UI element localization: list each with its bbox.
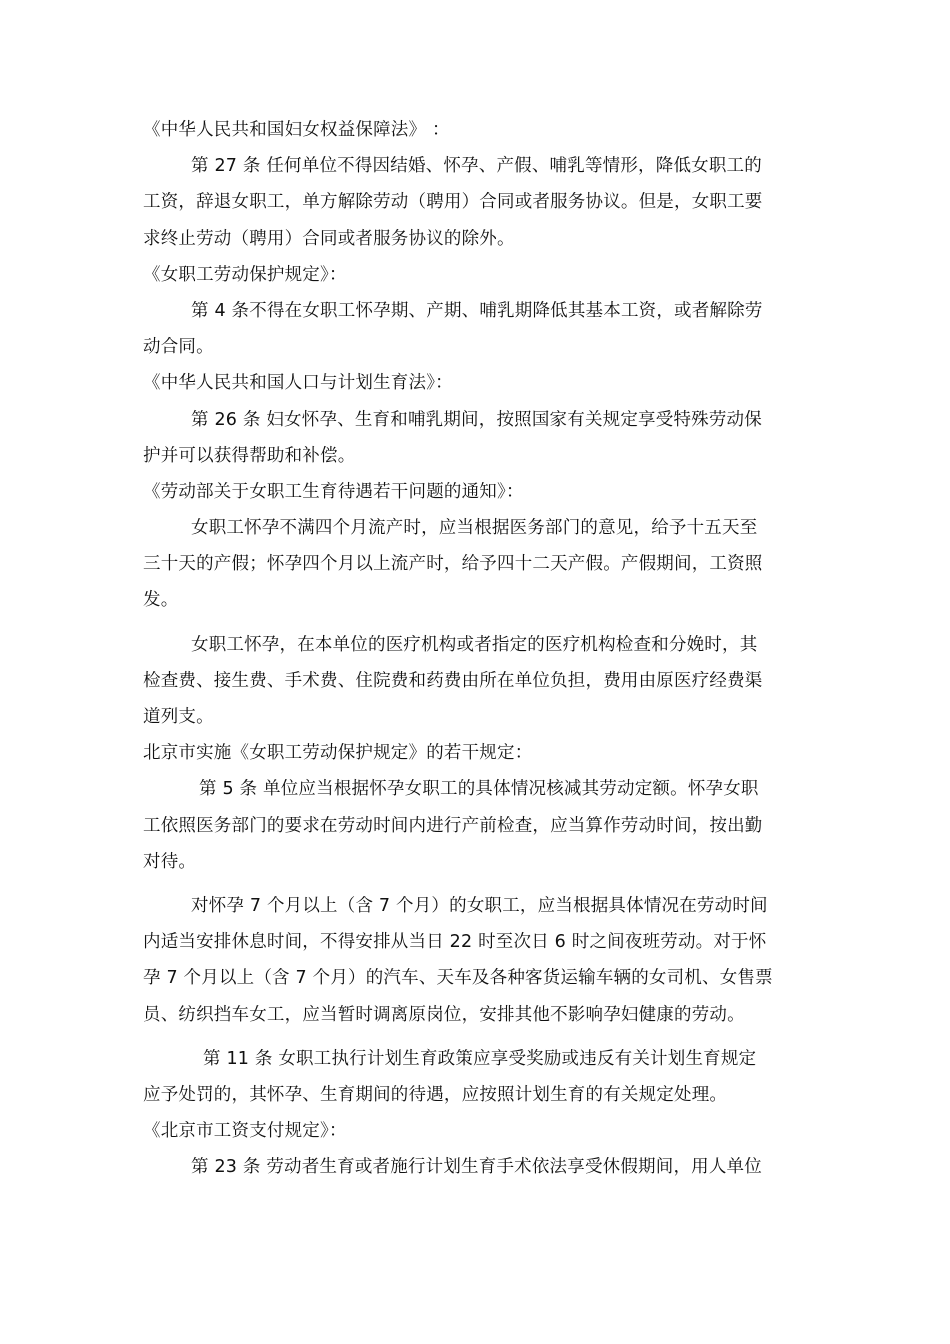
paragraph-line: 员、纺织挡车女工，应当暂时调离原岗位，安排其他不影响孕妇健康的劳动。 [143, 1004, 745, 1025]
law-heading: 《劳动部关于女职工生育待遇若干问题的通知》： [143, 481, 524, 502]
paragraph-line: 孕 7 个月以上（含 7 个月）的汽车、天车及各种客货运输车辆的女司机、女售票 [143, 968, 773, 989]
paragraph-line: 第 5 条 单位应当根据怀孕女职工的具体情况核减其劳动定额。怀孕女职 [199, 779, 759, 800]
paragraph-line: 道列支。 [143, 707, 214, 727]
paragraph-line: 对怀孕 7 个月以上（含 7 个月）的女职工，应当根据具体情况在劳动时间 [191, 895, 768, 916]
paragraph-line: 检查费、接生费、手术费、住院费和药费由所在单位负担，费用由原医疗经费渠 [143, 670, 763, 691]
paragraph-line: 女职工怀孕，在本单位的医疗机构或者指定的医疗机构检查和分娩时，其 [191, 634, 758, 655]
paragraph-line: 应予处罚的，其怀孕、生育期间的待遇，应按照计划生育的有关规定处理。 [143, 1084, 728, 1105]
paragraph-line: 对待。 [143, 851, 197, 872]
paragraph-line: 第 4 条不得在女职工怀孕期、产期、哺乳期降低其基本工资，或者解除劳 [191, 300, 763, 321]
paragraph-line: 三十天的产假；怀孕四个月以上流产时，给予四十二天产假。产假期间，工资照 [143, 554, 763, 575]
document-body [143, 112, 811, 1185]
law-heading: 《女职工劳动保护规定》： [143, 264, 347, 285]
paragraph-line: 工依照医务部门的要求在劳动时间内进行产前检查，应当算作劳动时间，按出勤 [143, 815, 763, 836]
paragraph-line: 女职工怀孕不满四个月流产时，应当根据医务部门的意见，给予十五天至 [191, 518, 758, 539]
paragraph-line: 内适当安排休息时间，不得安排从当日 22 时至次日 6 时之间夜班劳动。对于怀 [143, 932, 767, 953]
paragraph-line: 动合同。 [143, 337, 214, 358]
law-heading: 《中华人民共和国妇女权益保障法》 ： [143, 120, 450, 140]
paragraph-line: 第 23 条 劳动者生育或者施行计划生育手术依法享受休假期间，用人单位 [191, 1157, 762, 1178]
paragraph-line: 工资，辞退女职工，单方解除劳动（聘用）合同或者服务协议。但是，女职工要 [143, 192, 763, 213]
paragraph-line: 求终止劳动（聘用）合同或者服务协议的除外。 [143, 228, 515, 249]
paragraph-line: 第 26 条 妇女怀孕、生育和哺乳期间，按照国家有关规定享受特殊劳动保 [191, 409, 762, 430]
paragraph-line: 第 27 条 任何单位不得因结婚、怀孕、产假、哺乳等情形，降低女职工的 [191, 156, 762, 177]
law-heading: 《北京市工资支付规定》： [143, 1121, 347, 1142]
paragraph-line: 护并可以获得帮助和补偿。 [143, 445, 356, 466]
paragraph-line: 发。 [143, 590, 179, 611]
law-heading: 北京市实施《女职工劳动保护规定》的若干规定： [143, 743, 533, 764]
paragraph-line: 第 11 条 女职工执行计划生育政策应享受奖励或违反有关计划生育规定 [203, 1048, 757, 1069]
law-heading: 《中华人民共和国人口与计划生育法》： [143, 373, 453, 394]
